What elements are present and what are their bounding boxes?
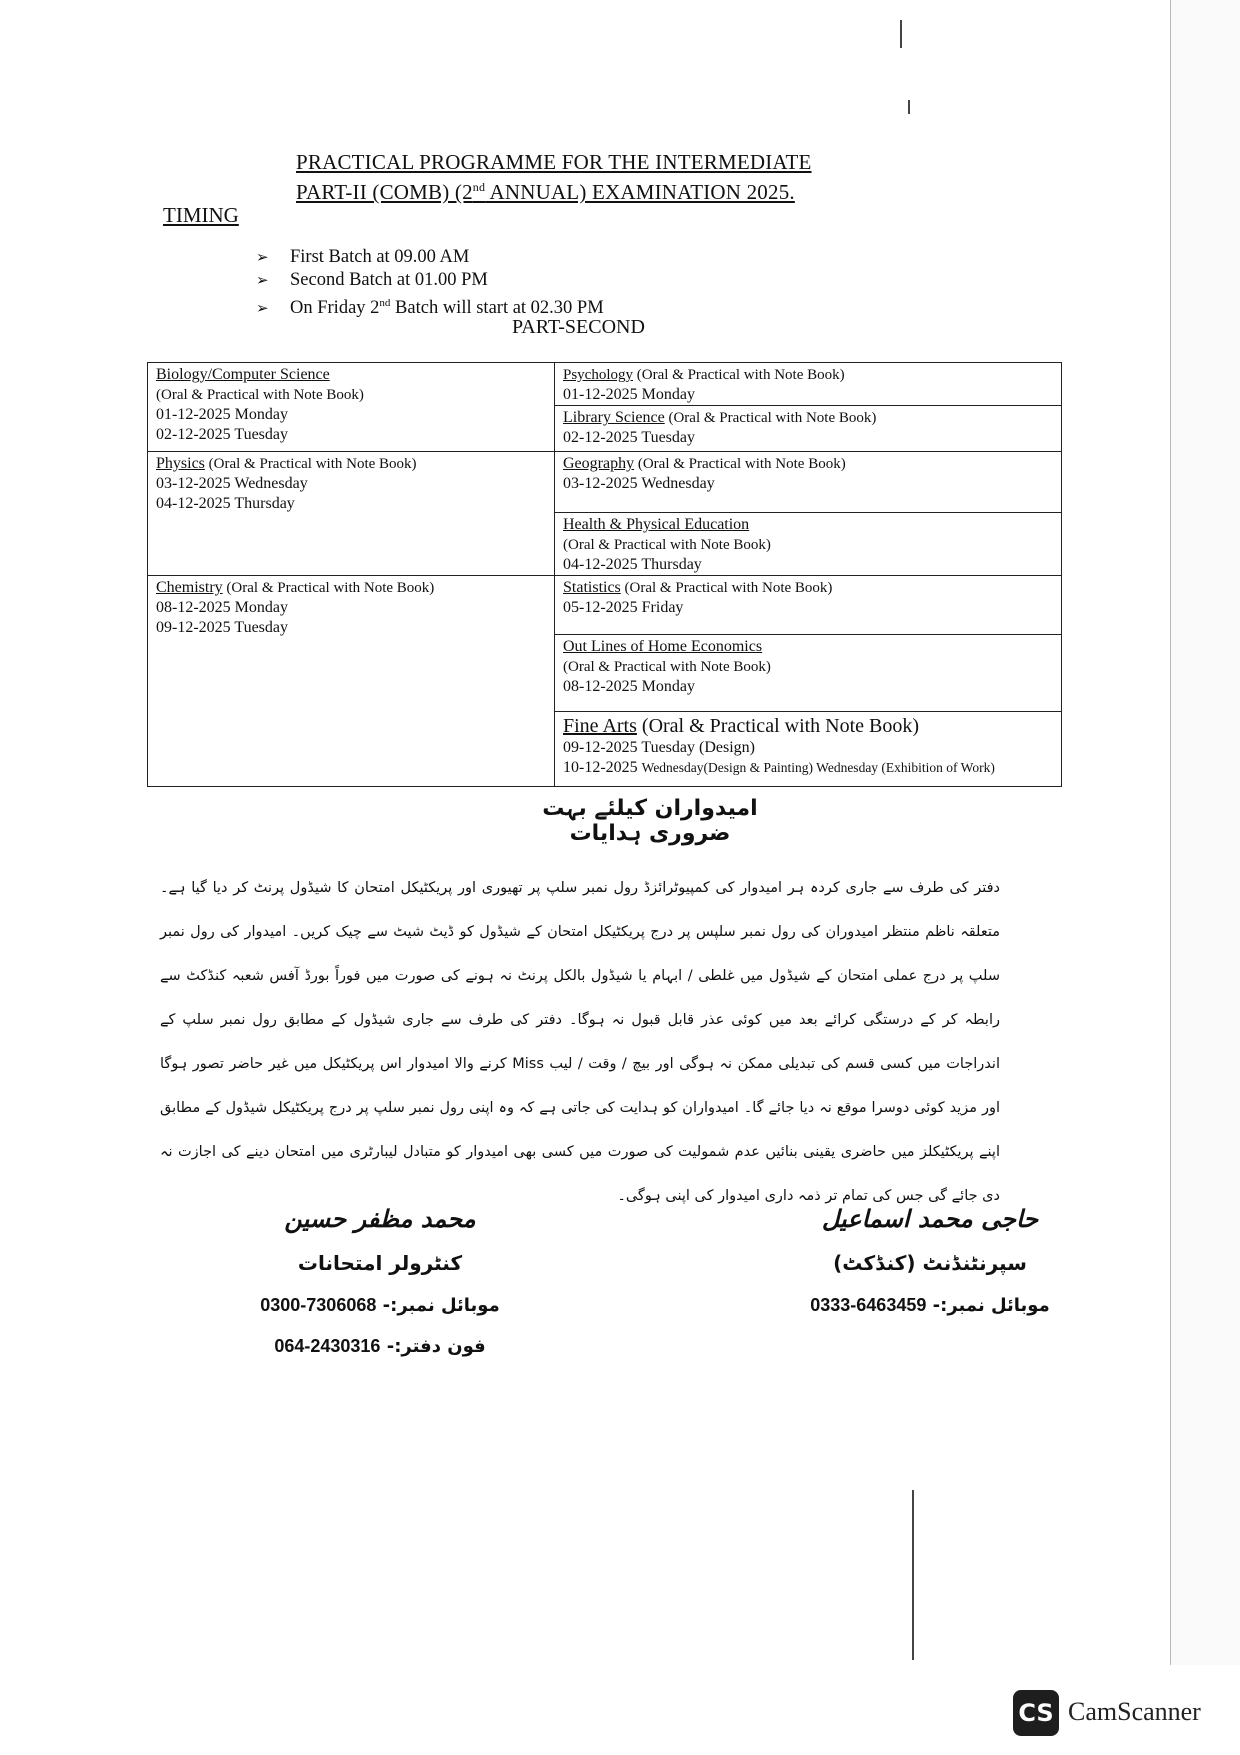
scan-mark [900, 20, 902, 48]
scan-mark [908, 100, 910, 114]
exam-date: 04-12-2025 Thursday [156, 495, 295, 512]
cell-biology [148, 363, 555, 452]
signature-name: محمد مظفر حسین [284, 1205, 476, 1233]
subject-note: (Oral & Practical with Note Book) [563, 537, 771, 553]
signatory-left [250, 1205, 510, 1357]
table-row [148, 363, 1062, 406]
mobile-number: 0333-6463459 [810, 1295, 927, 1315]
instructions-heading: امیدواران کیلئے بہت ضروری ہدایات [542, 796, 758, 846]
signatory-designation: کنٹرولر امتحانات [297, 1251, 463, 1275]
exam-date: 01-12-2025 Monday [156, 406, 288, 423]
subject-name: Health & Physical Education [563, 516, 750, 533]
signature-name: حاجی محمد اسماعیل [821, 1205, 1039, 1233]
exam-date: 09-12-2025 Tuesday (Design) [563, 739, 755, 756]
subject-note: (Oral & Practical with Note Book) [563, 659, 771, 675]
cell-psychology [555, 363, 1062, 406]
cell-health-physical-education [555, 513, 1062, 576]
mobile-number-line [250, 1295, 510, 1316]
subject-note: (Oral & Practical with Note Book) [620, 580, 833, 596]
office-number-line [250, 1336, 510, 1357]
title-line-2-rest: ANNUAL) EXAMINATION 2025. [485, 180, 795, 204]
arrow-bullet-icon: ➢ [256, 271, 269, 289]
timing-label: TIMING [163, 203, 239, 227]
document-title [296, 150, 812, 205]
section-title: PART-SECOND [512, 316, 645, 338]
arrow-bullet-icon: ➢ [256, 248, 269, 266]
cell-fine-arts [555, 712, 1062, 787]
subject-name: Statistics [563, 579, 621, 596]
title-line-2-sup: nd [472, 180, 486, 194]
subject-note: (Oral & Practical with Note Book) [222, 580, 435, 596]
office-number: 064-2430316 [274, 1336, 381, 1356]
subject-note: (Oral & Practical with Note Book) [636, 715, 920, 737]
mobile-number: 0300-7306068 [260, 1295, 377, 1315]
office-label: فون دفتر:- [386, 1336, 486, 1357]
subject-name: Biology/Computer Science [156, 366, 330, 383]
exam-date: 09-12-2025 Tuesday [156, 619, 289, 636]
batch-2-text: Second Batch at 01.00 PM [290, 270, 488, 290]
exam-date: 02-12-2025 Tuesday [563, 429, 696, 447]
cell-chemistry [148, 576, 555, 787]
subject-name: Chemistry [156, 579, 223, 596]
list-item [256, 246, 604, 269]
table-row [148, 576, 1062, 635]
subject-name: Physics [156, 455, 205, 472]
page-edge [1170, 0, 1240, 1665]
exam-date: 08-12-2025 Monday [563, 678, 695, 695]
instructions-paragraph: دفتر کی طرف سے جاری کردہ ہر امیدوار کی کمپیوٹرائزڈ رول نمبر سلپ پر تھیوری اور پریکٹیکل امتحان کا شیڈول پرنٹ کر دیا گیا ہے۔ متعلقہ ناظم منتظر امیدوران کی رول نمبر سلپس پر درج پریکٹیکل امتحان کے شیڈول کو ڈیٹ شیٹ سے چیک کریں۔ امیدوار کی رول نمبر سلپ پر درج عملی امتحان کے شیڈول میں غلطی / ابہام یا شیڈول بالکل پرنٹ نہ ہونے کی صورت میں فوراً بورڈ آفس شعبہ کنڈکٹ سے رابطہ کر کے درستگی کرائے بعد میں کوئی عذر قابل قبول نہ ہوگا۔ دفتر کی طرف سے جاری شیڈول کے مطابق رول نمبر سلپ کے اندراجات میں کسی قسم کی تبدیلی ممکن نہ ہوگی اور بیچ / وقت / لیب Miss کرنے والا امیدوار اس پریکٹیکل میں غیر حاضر تصور ہوگا اور مزید کوئی دوسرا موقع نہ دیا جائے گا۔ امیدواران کو ہدایت کی جاتی ہے کہ وہ اپنی رول نمبر سلپ پر درج پریکٹیکل شیڈول کے مطابق اپنے پریکٹیکلز میں حاضری یقینی بنائیں عدم شمولیت کی صورت میں کسی بھی امیدوار کو متبادل لیبارٹری میں امتحان دینے کی اجازت نہ دی جائے گی جس کی تمام تر ذمہ داری امیدوار کی اپنی ہوگی۔ [160, 880, 1000, 1204]
exam-date: 05-12-2025 Friday [563, 599, 684, 616]
camscanner-logo-icon: CS [1013, 1690, 1059, 1736]
subject-name: Geography [563, 455, 635, 472]
batch-3-text: On Friday 2 [290, 298, 380, 319]
exam-date: 03-12-2025 Wednesday [156, 475, 308, 492]
exam-date: 02-12-2025 Tuesday [156, 426, 289, 443]
subject-note: (Oral & Practical with Note Book) [156, 387, 364, 403]
exam-date: 04-12-2025 Thursday [563, 556, 702, 573]
scan-mark [912, 1490, 914, 1660]
signatory-right [800, 1205, 1060, 1316]
subject-note: (Oral & Practical with Note Book) [633, 367, 845, 383]
subject-note: (Oral & Practical with Note Book) [664, 410, 877, 427]
subject-name: Fine Arts [563, 715, 637, 737]
exam-date: 01-12-2025 Monday [563, 386, 695, 403]
title-line-2-text: PART-II (COMB) (2 [296, 180, 473, 204]
exam-date: 10-12-2025 [563, 759, 642, 776]
title-line-2 [296, 175, 812, 205]
camscanner-watermark: CamScanner [1068, 1697, 1201, 1726]
cell-geography [555, 452, 1062, 513]
batch-1-text: First Batch at 09.00 AM [290, 247, 470, 267]
cell-physics [148, 452, 555, 576]
batch-list [256, 246, 604, 320]
batch-3-sup: nd [379, 297, 391, 309]
cell-statistics [555, 576, 1062, 635]
mobile-label: موبائل نمبر:- [382, 1295, 500, 1316]
cell-home-economics [555, 635, 1062, 712]
batch-3-rest: Batch will start at 02.30 PM [390, 298, 604, 319]
exam-date: 03-12-2025 Wednesday [563, 475, 715, 492]
mobile-number-line [800, 1295, 1060, 1316]
exam-date-detail: Wednesday(Design & Painting) Wednesday (Exhibition of Work) [641, 760, 995, 775]
subject-name: Out Lines of Home Economics [563, 638, 763, 655]
mobile-label: موبائل نمبر:- [932, 1295, 1050, 1316]
title-line-1: PRACTICAL PROGRAMME FOR THE INTERMEDIATE [296, 150, 812, 174]
signatory-designation: سپرنٹنڈنٹ (کنڈکٹ) [833, 1251, 1027, 1275]
exam-date: 08-12-2025 Monday [156, 599, 288, 616]
subject-name: Library Science [563, 409, 665, 427]
schedule-table [147, 362, 1062, 787]
list-item [256, 269, 604, 292]
cell-library-science [555, 406, 1062, 452]
arrow-bullet-icon: ➢ [256, 299, 269, 318]
subject-note: (Oral & Practical with Note Book) [204, 456, 417, 472]
table-row [148, 452, 1062, 513]
subject-note: (Oral & Practical with Note Book) [634, 456, 846, 472]
subject-name: Psychology [563, 367, 634, 383]
